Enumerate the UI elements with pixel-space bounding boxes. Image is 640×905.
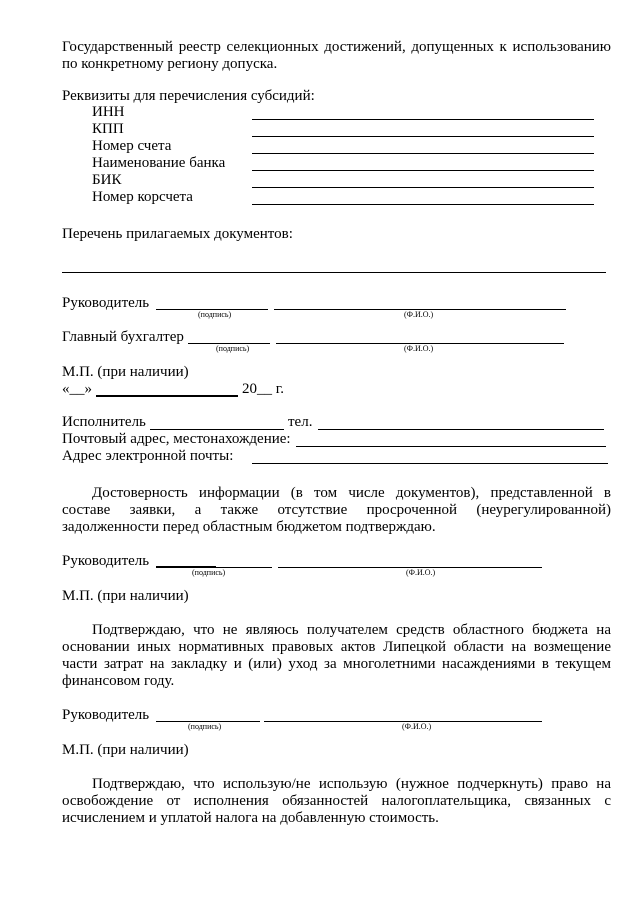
address-label: Почтовый адрес, местонахождение: <box>62 431 291 447</box>
phone-field-line[interactable] <box>318 429 604 430</box>
requisite-label-bik: БИК <box>92 172 122 188</box>
signature-caption: (подпись) <box>198 310 232 319</box>
requisite-label-bank: Наименование банка <box>92 155 226 171</box>
accountant-label: Главный бухгалтер <box>62 329 184 345</box>
confirm3-line-2: освобождение от исполнения обязанностей налогоплательщика, связанных с <box>62 793 611 809</box>
confirm2-line-1: Подтверждаю, что не являюсь получателем средств областного бюджета на <box>92 622 611 638</box>
requisite-label-account: Номер счета <box>92 138 172 154</box>
confirm2-signature-caption: (подпись) <box>188 722 222 731</box>
accountant-fio-caption: (Ф.И.О.) <box>404 344 434 353</box>
confirm2-fio-caption: (Ф.И.О.) <box>402 722 432 731</box>
executor-label: Исполнитель <box>62 414 146 430</box>
confirm1-head-label: Руководитель <box>62 553 150 569</box>
email-label: Адрес электронной почты: <box>62 448 234 464</box>
stamp-label-3: М.П. (при наличии) <box>62 742 189 758</box>
requisite-label-corr-account: Номер корсчета <box>92 189 193 205</box>
bik-field-line[interactable] <box>252 187 594 188</box>
executor-field-line[interactable] <box>150 429 284 430</box>
stamp-label-1: М.П. (при наличии) <box>62 364 189 380</box>
confirm2-line-2: основании иных нормативных правовых актов Липецкой области на возмещение <box>62 639 611 655</box>
requisite-label-inn: ИНН <box>92 104 125 120</box>
confirm1-signature-caption: (подпись) <box>192 568 226 577</box>
head-label: Руководитель <box>62 295 150 311</box>
date-month-line[interactable] <box>96 395 238 397</box>
address-field-line[interactable] <box>296 446 606 447</box>
intro-line-2: по конкретному региону допуска. <box>62 56 278 72</box>
confirm1-fio-caption: (Ф.И.О.) <box>406 568 436 577</box>
corr-account-field-line[interactable] <box>252 204 594 205</box>
kpp-field-line[interactable] <box>252 136 594 137</box>
confirm1-line-1: Достоверность информации (в том числе документов), представленной в <box>92 485 611 501</box>
confirm1-line-2: составе заявки, а также отсутствие просроченной (неурегулированной) <box>62 502 611 518</box>
accountant-signature-caption: (подпись) <box>216 344 250 353</box>
requisites-title: Реквизиты для перечисления субсидий: <box>62 88 315 104</box>
requisite-label-kpp: КПП <box>92 121 124 137</box>
phone-label: тел. <box>288 414 313 430</box>
intro-line-1: Государственный реестр селекционных достижений, допущенных к использованию <box>62 39 611 55</box>
date-year: 20__ г. <box>242 381 284 397</box>
date-day: «__» <box>62 381 92 397</box>
confirm3-line-3: исчислением и уплатой налога на добавленную стоимость. <box>62 810 439 826</box>
documents-title: Перечень прилагаемых документов: <box>62 226 293 242</box>
confirm2-line-3: части затрат на закладку и (или) уход за многолетними насаждениями в текущем <box>62 656 611 672</box>
confirm3-line-1: Подтверждаю, что использую/не использую (нужное подчеркнуть) право на <box>92 776 611 792</box>
confirm2-head-label: Руководитель <box>62 707 150 723</box>
confirm1-line-3: задолженности перед областным бюджетом подтверждаю. <box>62 519 436 535</box>
account-field-line[interactable] <box>252 153 594 154</box>
documents-field-line[interactable] <box>62 272 606 273</box>
stamp-label-2: М.П. (при наличии) <box>62 588 189 604</box>
bank-field-line[interactable] <box>252 170 594 171</box>
inn-field-line[interactable] <box>252 119 594 120</box>
email-field-line[interactable] <box>252 463 608 464</box>
confirm2-line-4: финансовом году. <box>62 673 175 689</box>
fio-caption: (Ф.И.О.) <box>404 310 434 319</box>
